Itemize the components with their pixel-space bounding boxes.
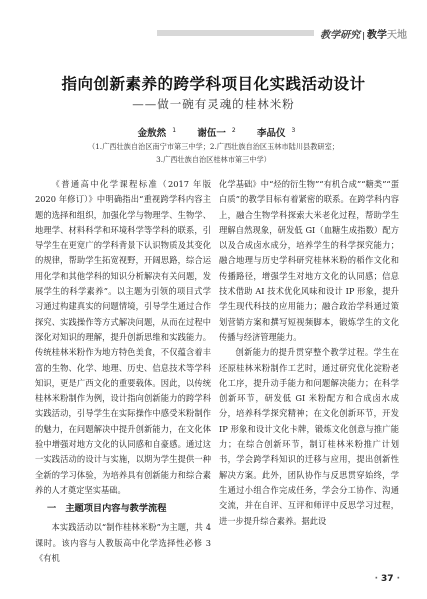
affiliation-line-2: 3.广西壮族自治区桂林市第三中学）: [156, 155, 271, 164]
author: [132, 128, 176, 139]
header-section-b: 天地: [387, 29, 407, 41]
page-dash: ·: [396, 574, 400, 584]
author: [191, 128, 235, 139]
header-separator: |: [362, 30, 365, 40]
author-superscript: 3: [291, 126, 296, 134]
author-superscript: 1: [172, 126, 177, 134]
header-label: [320, 26, 407, 41]
page-number-value: 37: [381, 574, 394, 584]
author-name: 金敖然: [137, 128, 167, 139]
body-paragraph: 本实践活动以“制作桂林米粉”为主题，共 4 课时。该内容与人教版高中化学选择性必修 3《有机: [35, 522, 211, 563]
header-column-name: 教学研究: [320, 29, 361, 41]
body-paragraph: 创新能力的提升贯穿整个教学过程。学生在还原桂林米粉制作工艺时，通过研究优化淀粉老化工序，提升动手能力和问题解决能力；在科学创新环节，研发低 GI 米粉配方和合成卤水成分，培养科学探究精神；在文化创新环节，开发 IP 形象和设计文化卡牌，锻炼文化创意与推广能力；在综合创新环节，制订桂林米粉推广计划书，学会跨学科知识的迁移与应用，提出创新性解决方案。此外，团队协作与反思贯穿始终，学生通过小组合作完成任务，学会分工协作、沟通交流，并在自评、互评和师评中反思学习过程，进一步提升综合素养。据此设: [219, 347, 399, 526]
author-name: 谢伍一: [197, 128, 226, 139]
body-paragraph: 化学基础》中“烃的衍生物”“有机合成”“糖类”“蛋白质”的教学目标有着紧密的联系。在跨学科内容上，融合生物学科探索大米老化过程，帮助学生理解自然现象，研发低 GI（血糖生成指数）配方以及合成卤水成分，培养学生的科学探究能力；融合地理与历史学科研究桂林米粉的稻作文化和传播路径，增强学生对地方文化的认同感；信息技术借助 AI 技术优化风味和设计 IP 形象，提升学生现代科技的应用能力；融合政治学科通过策划营销方案和撰写短视频脚本，锻炼学生的文化传播与经济管理能力。: [219, 179, 399, 342]
author-superscript: 2: [231, 126, 236, 134]
affiliation-line-1: （1.广西壮族自治区南宁市第三中学；2.广西壮族自治区玉林市陆川县教研室；: [88, 142, 339, 151]
header-rule: [157, 30, 314, 36]
article-subtitle: ——做一碗有灵魂的桂林米粉: [132, 97, 295, 111]
right-column: [219, 177, 399, 529]
author: [251, 128, 295, 139]
running-header: [157, 26, 407, 40]
article-title: 指向创新素养的跨学科项目化实践活动设计: [61, 75, 366, 93]
body-paragraph: 《普通高中化学课程标准（2017 年版 2020 年修订）》中明确指出“重视跨学科内容主题的选择和组织，加强化学与物理学、生物学、地理学、材料科学和环境科学等学科的联系，引导学生在更宽广的学科背景下认识物质及其变化的规律，帮助学生拓宽视野，开阔思路，综合运用化学和其他学科的知识分析解决有关问题，发展学生的科学素养”。以主题为引领的项目式学习通过构建真实的问题情境，引导学生通过合作探究、实践操作等方式解决问题，从而在过程中深化对知识的理解，提升创新思维和实践能力。传统桂林米粉作为地方特色美食，不仅蕴含着丰富的生物、化学、地理、历史、信息技术等学科知识，更是广西文化的重要载体。因此，以传统桂林米粉制作为例，设计指向创新能力的跨学科实践活动，引导学生在实际操作中感受米粉制作的魅力，在问题解决中提升创新能力，在文化体验中增强对地方文化的认同感和自豪感。通过这一实践活动的设计与实施，以期为学生提供一种全新的学习体验，为培养具有创新能力和综合素养的人才奠定坚实基础。: [35, 179, 211, 495]
page-dash: ·: [374, 574, 379, 584]
author-name: 李品仪: [256, 128, 286, 139]
section-heading: 一 主题项目内容与教学流程: [47, 503, 167, 515]
author-list: [0, 125, 427, 139]
left-column: [35, 177, 211, 566]
header-section-a: 教学: [367, 29, 387, 41]
page-number: [372, 574, 403, 584]
